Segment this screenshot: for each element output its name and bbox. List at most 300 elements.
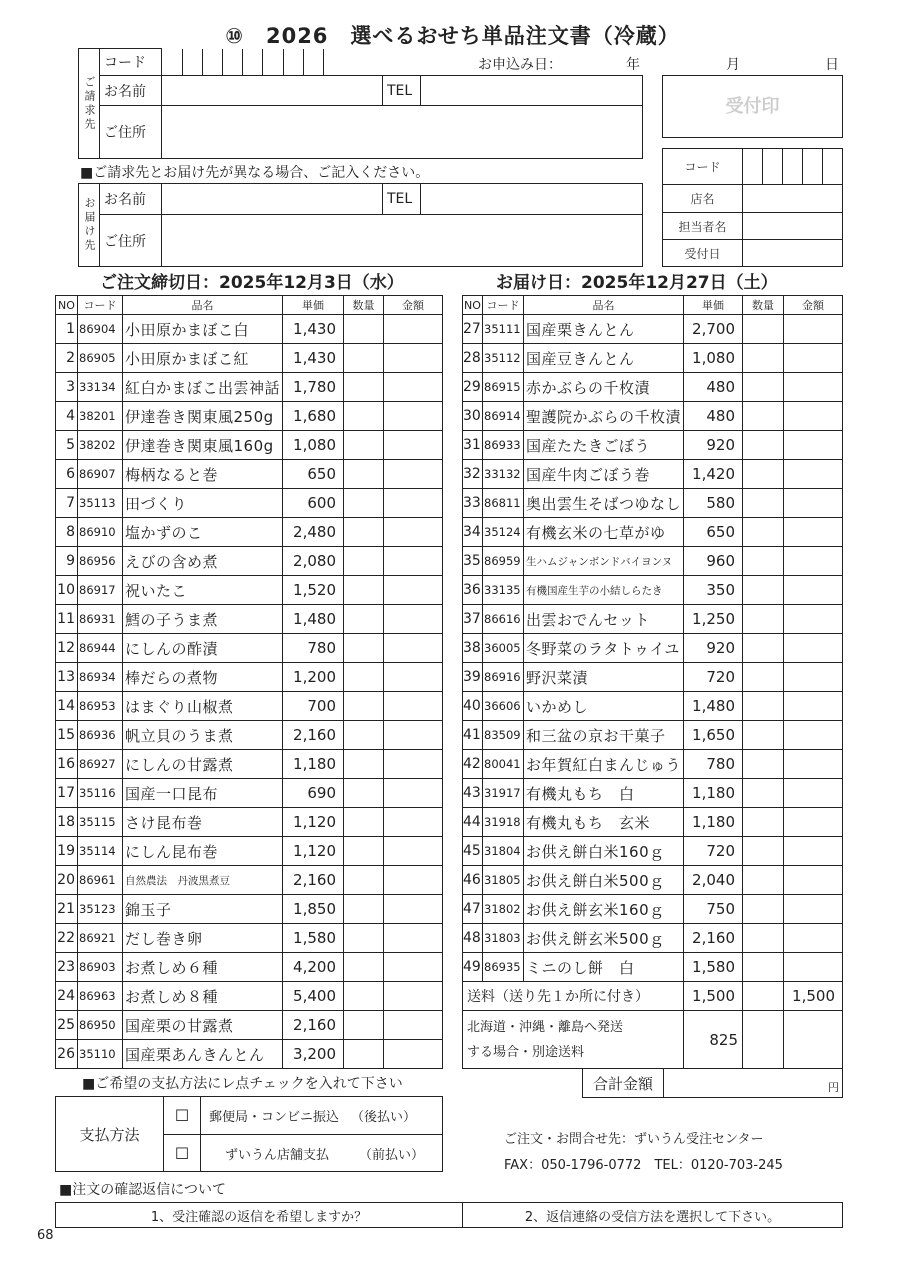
- item-no: 43: [463, 779, 483, 808]
- item-amount[interactable]: [784, 460, 843, 489]
- product-row: [56, 721, 443, 750]
- item-amount[interactable]: [784, 373, 843, 402]
- item-no: 18: [56, 808, 78, 837]
- item-qty[interactable]: [743, 547, 784, 576]
- item-qty[interactable]: [344, 663, 384, 692]
- item-qty[interactable]: [743, 518, 784, 547]
- item-amount[interactable]: [384, 576, 443, 605]
- item-name: にしん昆布巻: [123, 837, 283, 866]
- item-amount[interactable]: [784, 895, 843, 924]
- item-amount[interactable]: [384, 605, 443, 634]
- item-qty[interactable]: [344, 344, 384, 373]
- item-qty[interactable]: [344, 982, 384, 1011]
- item-qty[interactable]: [743, 431, 784, 460]
- item-code: 86936: [78, 721, 123, 750]
- item-qty[interactable]: [743, 924, 784, 953]
- confirm-question-1[interactable]: 1、受注確認の返信を希望しますか？: [56, 1203, 463, 1228]
- item-name: 国産一口昆布: [123, 779, 283, 808]
- delivery-tel-label: TEL: [383, 184, 421, 215]
- item-qty[interactable]: [344, 808, 384, 837]
- apply-date-label: お申込み日：: [478, 57, 562, 73]
- page-number: 68: [37, 1228, 54, 1243]
- shop-code-cell[interactable]: [783, 149, 803, 185]
- item-qty[interactable]: [344, 779, 384, 808]
- item-name: 棒だらの煮物: [123, 663, 283, 692]
- item-amount[interactable]: [784, 605, 843, 634]
- product-row: [56, 924, 443, 953]
- item-qty[interactable]: [743, 953, 784, 982]
- shop-code-cell[interactable]: [823, 149, 843, 185]
- shop-name-field[interactable]: [743, 185, 843, 213]
- product-row: [56, 895, 443, 924]
- delivery-name-label: お名前: [100, 184, 162, 215]
- item-price: 1,520: [283, 576, 344, 605]
- item-price: 1,480: [283, 605, 344, 634]
- item-name: 冬野菜のラタトゥイユ: [524, 634, 684, 663]
- product-row: [463, 924, 843, 953]
- product-row: [463, 808, 843, 837]
- item-code: 86910: [78, 518, 123, 547]
- item-price: 3,200: [283, 1040, 344, 1069]
- item-amount[interactable]: [384, 460, 443, 489]
- item-no: 45: [463, 837, 483, 866]
- item-no: 20: [56, 866, 78, 895]
- right-product-rows: [463, 315, 843, 982]
- item-code: 86903: [78, 953, 123, 982]
- item-qty[interactable]: [743, 460, 784, 489]
- item-qty[interactable]: [743, 692, 784, 721]
- item-code: 86950: [78, 1011, 123, 1040]
- item-qty[interactable]: [344, 895, 384, 924]
- item-no: 7: [56, 489, 78, 518]
- payment-option-1-name: 郵便局・コンビニ振込: [209, 1110, 340, 1125]
- item-name: 鱈の子うま煮: [123, 605, 283, 634]
- col-code: コード: [78, 296, 123, 315]
- product-row: [463, 547, 843, 576]
- item-no: 29: [463, 373, 483, 402]
- item-qty[interactable]: [743, 402, 784, 431]
- item-no: 25: [56, 1011, 78, 1040]
- item-amount[interactable]: [384, 953, 443, 982]
- item-qty[interactable]: [344, 750, 384, 779]
- item-name: 国産栗きんとん: [524, 315, 684, 344]
- item-amount[interactable]: [784, 953, 843, 982]
- item-name: お煮しめ８種: [123, 982, 283, 1011]
- item-amount[interactable]: [784, 518, 843, 547]
- shop-code-cell[interactable]: [743, 149, 763, 185]
- item-qty[interactable]: [743, 315, 784, 344]
- product-row: [463, 489, 843, 518]
- delivery-date: お届け日：2025年12月27日（土）: [496, 273, 778, 293]
- item-no: 24: [56, 982, 78, 1011]
- item-qty[interactable]: [743, 663, 784, 692]
- billing-name-label: お名前: [100, 76, 162, 106]
- remote-shipping-row: [463, 1011, 843, 1069]
- billing-address-field[interactable]: [162, 106, 643, 159]
- item-no: 40: [463, 692, 483, 721]
- reception-stamp-box: 受付印: [662, 75, 843, 138]
- shop-name-label: 店名: [663, 185, 743, 213]
- item-qty[interactable]: [743, 808, 784, 837]
- item-price: 1,650: [684, 721, 743, 750]
- product-row: [463, 344, 843, 373]
- billing-code-field[interactable]: [162, 49, 643, 76]
- item-code: 35113: [78, 489, 123, 518]
- item-amount[interactable]: [384, 547, 443, 576]
- product-row: [463, 953, 843, 982]
- delivery-tel-field[interactable]: [421, 184, 643, 215]
- item-price: 750: [684, 895, 743, 924]
- shipping-qty[interactable]: [743, 982, 784, 1011]
- product-row: [463, 895, 843, 924]
- item-price: 960: [684, 547, 743, 576]
- item-no: 47: [463, 895, 483, 924]
- col-amount: 金額: [384, 296, 443, 315]
- item-qty[interactable]: [743, 344, 784, 373]
- item-code: 86905: [78, 344, 123, 373]
- total-table: [582, 1068, 843, 1098]
- item-amount[interactable]: [784, 489, 843, 518]
- item-amount[interactable]: [784, 924, 843, 953]
- left-product-rows: [56, 315, 443, 1069]
- product-row: [56, 344, 443, 373]
- item-no: 48: [463, 924, 483, 953]
- remote-amount[interactable]: [784, 1011, 843, 1069]
- item-amount[interactable]: [784, 431, 843, 460]
- item-amount[interactable]: [784, 547, 843, 576]
- item-amount[interactable]: [384, 692, 443, 721]
- item-name: 国産たたきごぼう: [524, 431, 684, 460]
- item-no: 31: [463, 431, 483, 460]
- payment-option-1-timing: （後払い）: [351, 1110, 417, 1125]
- item-qty[interactable]: [344, 721, 384, 750]
- product-row: [463, 634, 843, 663]
- item-qty[interactable]: [344, 1011, 384, 1040]
- item-code: 86934: [78, 663, 123, 692]
- item-amount[interactable]: [784, 576, 843, 605]
- shipping-price: 1,500: [684, 982, 743, 1011]
- item-qty[interactable]: [743, 895, 784, 924]
- item-code: 31803: [483, 924, 524, 953]
- item-price: 1,120: [283, 837, 344, 866]
- product-row: [56, 547, 443, 576]
- item-amount[interactable]: [384, 837, 443, 866]
- item-qty[interactable]: [743, 605, 784, 634]
- item-code: 86963: [78, 982, 123, 1011]
- item-code: 35116: [78, 779, 123, 808]
- item-name: 小田原かまぼこ紅: [123, 344, 283, 373]
- item-qty[interactable]: [344, 953, 384, 982]
- staff-field[interactable]: [743, 213, 843, 240]
- item-qty[interactable]: [743, 373, 784, 402]
- item-price: 2,080: [283, 547, 344, 576]
- item-code: 35110: [78, 1040, 123, 1069]
- product-row: [463, 460, 843, 489]
- item-qty[interactable]: [344, 605, 384, 634]
- product-row: [463, 315, 843, 344]
- item-name: 有機丸もち 白: [524, 779, 684, 808]
- item-amount[interactable]: [384, 634, 443, 663]
- shipping-label: 送料（送り先１か所に付き）: [463, 982, 684, 1011]
- right-product-table: [462, 295, 843, 1069]
- item-no: 12: [56, 634, 78, 663]
- form-year: 2026: [265, 24, 329, 48]
- delivery-address-label: ご住所: [100, 215, 162, 267]
- item-amount[interactable]: [384, 431, 443, 460]
- item-amount[interactable]: [384, 663, 443, 692]
- item-name: 伊達巻き関東風250g: [123, 402, 283, 431]
- item-qty[interactable]: [344, 518, 384, 547]
- item-amount[interactable]: [784, 315, 843, 344]
- item-amount[interactable]: [384, 721, 443, 750]
- item-price: 700: [283, 692, 344, 721]
- item-amount[interactable]: [384, 866, 443, 895]
- reception-date-field[interactable]: [743, 240, 843, 267]
- product-row: [463, 721, 843, 750]
- item-price: 2,160: [283, 721, 344, 750]
- item-name: 生ハムジャンボンドバイヨンヌ: [524, 547, 684, 576]
- item-amount[interactable]: [784, 750, 843, 779]
- payment-option-2-timing: （前払い）: [359, 1147, 425, 1163]
- product-row: [463, 837, 843, 866]
- item-amount[interactable]: [784, 402, 843, 431]
- item-no: 2: [56, 344, 78, 373]
- remote-qty[interactable]: [743, 1011, 784, 1069]
- item-price: 1,180: [684, 808, 743, 837]
- item-code: 31804: [483, 837, 524, 866]
- payment-checkbox-2[interactable]: ☐: [164, 1135, 201, 1172]
- item-code: 86931: [78, 605, 123, 634]
- contact-line-1: ご注文・お問合せ先：ずいうん受注センター: [504, 1132, 764, 1147]
- item-name: お年賀紅白まんじゅう: [524, 750, 684, 779]
- item-qty[interactable]: [344, 866, 384, 895]
- product-row: [56, 779, 443, 808]
- item-qty[interactable]: [743, 634, 784, 663]
- item-no: 6: [56, 460, 78, 489]
- product-row: [56, 605, 443, 634]
- item-name: 国産牛肉ごぼう巻: [524, 460, 684, 489]
- item-qty[interactable]: [344, 431, 384, 460]
- item-name: 国産豆きんとん: [524, 344, 684, 373]
- item-price: 920: [684, 431, 743, 460]
- item-no: 37: [463, 605, 483, 634]
- col-price: 単価: [684, 296, 743, 315]
- remote-line2: する場合・別途送料: [467, 1044, 585, 1060]
- item-price: 720: [684, 837, 743, 866]
- item-code: 86907: [78, 460, 123, 489]
- item-price: 1,080: [684, 344, 743, 373]
- item-amount[interactable]: [784, 663, 843, 692]
- item-code: 86914: [483, 402, 524, 431]
- item-amount[interactable]: [784, 721, 843, 750]
- item-name: にしんの甘露煮: [123, 750, 283, 779]
- product-row: [56, 373, 443, 402]
- item-amount[interactable]: [384, 518, 443, 547]
- item-no: 35: [463, 547, 483, 576]
- product-row: [56, 1011, 443, 1040]
- item-qty[interactable]: [743, 837, 784, 866]
- form-title-text: 選べるおせち単品注文書（冷蔵）: [350, 24, 680, 48]
- item-amount[interactable]: [384, 373, 443, 402]
- item-qty[interactable]: [344, 634, 384, 663]
- item-no: 21: [56, 895, 78, 924]
- shop-code-cell[interactable]: [763, 149, 783, 185]
- item-amount[interactable]: [784, 634, 843, 663]
- item-price: 1,120: [283, 808, 344, 837]
- item-amount[interactable]: [384, 750, 443, 779]
- product-row: [463, 663, 843, 692]
- item-no: 22: [56, 924, 78, 953]
- item-no: 41: [463, 721, 483, 750]
- item-no: 32: [463, 460, 483, 489]
- item-code: 35115: [78, 808, 123, 837]
- item-qty[interactable]: [743, 866, 784, 895]
- item-name: 田づくり: [123, 489, 283, 518]
- billing-tel-label: TEL: [383, 76, 421, 106]
- payment-checkbox-1[interactable]: ☐: [164, 1097, 201, 1135]
- item-name: 有機玄米の七草がゆ: [524, 518, 684, 547]
- item-code: 31802: [483, 895, 524, 924]
- item-code: 36005: [483, 634, 524, 663]
- item-no: 26: [56, 1040, 78, 1069]
- delivery-name-field[interactable]: [162, 184, 383, 215]
- item-qty[interactable]: [344, 1040, 384, 1069]
- item-amount[interactable]: [384, 895, 443, 924]
- item-code: 86933: [483, 431, 524, 460]
- total-field[interactable]: [664, 1069, 843, 1098]
- item-no: 49: [463, 953, 483, 982]
- item-qty[interactable]: [344, 547, 384, 576]
- item-qty[interactable]: [743, 721, 784, 750]
- payment-table: [55, 1096, 443, 1172]
- product-row: [56, 808, 443, 837]
- item-qty[interactable]: [344, 576, 384, 605]
- item-no: 15: [56, 721, 78, 750]
- item-no: 14: [56, 692, 78, 721]
- item-amount[interactable]: [384, 489, 443, 518]
- confirm-table: [55, 1202, 843, 1228]
- item-no: 38: [463, 634, 483, 663]
- item-price: 1,850: [283, 895, 344, 924]
- item-amount[interactable]: [384, 1011, 443, 1040]
- delivery-table: [78, 183, 643, 267]
- col-price: 単価: [283, 296, 344, 315]
- item-name: お煮しめ６種: [123, 953, 283, 982]
- product-row: [56, 576, 443, 605]
- col-name: 品名: [524, 296, 684, 315]
- item-price: 1,580: [684, 953, 743, 982]
- item-qty[interactable]: [743, 779, 784, 808]
- item-amount[interactable]: [784, 344, 843, 373]
- product-row: [463, 518, 843, 547]
- item-amount[interactable]: [784, 779, 843, 808]
- billing-tel-field[interactable]: [421, 76, 643, 106]
- item-qty[interactable]: [344, 837, 384, 866]
- item-price: 1,680: [283, 402, 344, 431]
- item-qty[interactable]: [344, 692, 384, 721]
- item-amount[interactable]: [384, 315, 443, 344]
- yen-unit: 円: [828, 1081, 839, 1094]
- product-row: [56, 634, 443, 663]
- item-code: 86921: [78, 924, 123, 953]
- shop-table: [662, 148, 843, 267]
- item-name: はまぐり山椒煮: [123, 692, 283, 721]
- item-amount[interactable]: [384, 779, 443, 808]
- item-code: 31805: [483, 866, 524, 895]
- item-no: 10: [56, 576, 78, 605]
- item-no: 39: [463, 663, 483, 692]
- item-amount[interactable]: [784, 866, 843, 895]
- item-qty[interactable]: [344, 924, 384, 953]
- item-qty[interactable]: [344, 315, 384, 344]
- shop-code-cell[interactable]: [803, 149, 823, 185]
- item-price: 2,700: [684, 315, 743, 344]
- item-amount[interactable]: [384, 924, 443, 953]
- item-code: 33134: [78, 373, 123, 402]
- item-code: 35111: [483, 315, 524, 344]
- item-price: 2,160: [283, 1011, 344, 1040]
- item-price: 650: [283, 460, 344, 489]
- item-price: 480: [684, 402, 743, 431]
- item-amount[interactable]: [784, 808, 843, 837]
- item-no: 30: [463, 402, 483, 431]
- item-no: 27: [463, 315, 483, 344]
- item-amount[interactable]: [384, 402, 443, 431]
- item-qty[interactable]: [344, 402, 384, 431]
- item-amount[interactable]: [784, 837, 843, 866]
- item-qty[interactable]: [743, 576, 784, 605]
- apply-year-label: 年: [626, 57, 640, 73]
- item-no: 11: [56, 605, 78, 634]
- item-amount[interactable]: [384, 1040, 443, 1069]
- item-price: 1,430: [283, 315, 344, 344]
- item-amount[interactable]: [384, 808, 443, 837]
- item-qty[interactable]: [344, 373, 384, 402]
- item-code: 33135: [483, 576, 524, 605]
- item-no: 34: [463, 518, 483, 547]
- item-no: 23: [56, 953, 78, 982]
- delivery-address-field[interactable]: [162, 215, 643, 267]
- product-row: [56, 692, 443, 721]
- item-amount[interactable]: [784, 692, 843, 721]
- item-qty[interactable]: [344, 460, 384, 489]
- item-no: 3: [56, 373, 78, 402]
- item-code: 86616: [483, 605, 524, 634]
- item-code: 36606: [483, 692, 524, 721]
- confirm-question-2[interactable]: 2、返信連絡の受信方法を選択して下さい。: [463, 1203, 843, 1228]
- item-no: 8: [56, 518, 78, 547]
- item-code: 86915: [483, 373, 524, 402]
- item-qty[interactable]: [743, 750, 784, 779]
- item-amount[interactable]: [384, 982, 443, 1011]
- item-name: 国産栗の甘露煮: [123, 1011, 283, 1040]
- item-name: 奥出雲生そばつゆなし: [524, 489, 684, 518]
- item-qty[interactable]: [344, 489, 384, 518]
- product-row: [56, 663, 443, 692]
- item-price: 1,430: [283, 344, 344, 373]
- item-no: 13: [56, 663, 78, 692]
- item-code: 86935: [483, 953, 524, 982]
- item-name: 出雲おでんセット: [524, 605, 684, 634]
- product-row: [463, 779, 843, 808]
- item-amount[interactable]: [384, 344, 443, 373]
- item-name: えびの含め煮: [123, 547, 283, 576]
- item-qty[interactable]: [743, 489, 784, 518]
- billing-name-field[interactable]: [162, 76, 383, 106]
- product-row: [463, 750, 843, 779]
- item-price: 1,080: [283, 431, 344, 460]
- product-row: [463, 605, 843, 634]
